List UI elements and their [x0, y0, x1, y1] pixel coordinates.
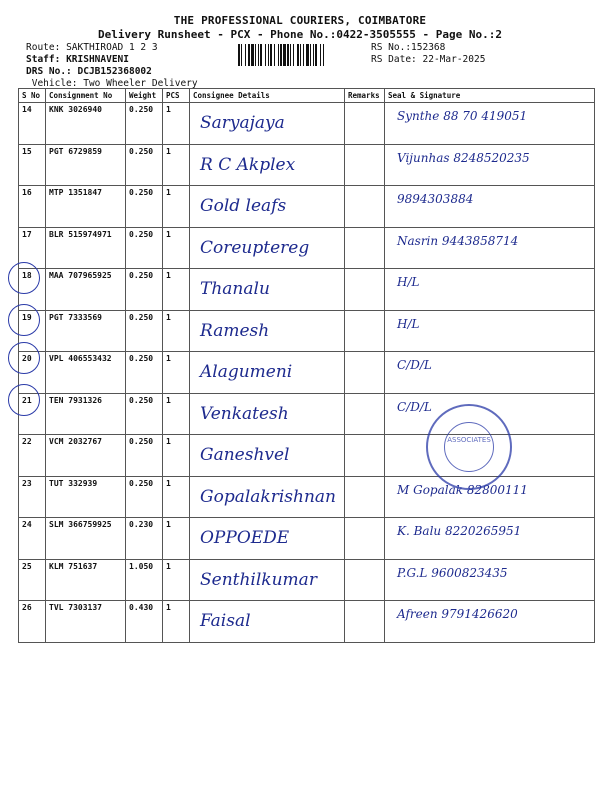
col-consignment: Consignment No — [46, 89, 126, 103]
col-consignee: Consignee Details — [190, 89, 345, 103]
meta-left: Route: SAKTHIROAD 1 2 3 Staff: KRISHNAVENI DRS No.: DCJB152368002 Vehicle: Two Wheeler Delivery — [26, 42, 198, 89]
cell-consignee — [190, 518, 345, 560]
cell-sno: 22 — [19, 435, 46, 477]
cell-sno: 15 — [19, 144, 46, 186]
table-row — [19, 227, 595, 269]
cell-weight: 0.250 — [126, 393, 163, 435]
cell-seal — [385, 144, 595, 186]
cell-consignee — [190, 269, 345, 311]
cell-weight: 0.230 — [126, 518, 163, 560]
cell-weight: 0.250 — [126, 103, 163, 145]
cell-consignee — [190, 103, 345, 145]
cell-sno: 23 — [19, 476, 46, 518]
cell-pcs: 1 — [163, 352, 190, 394]
cell-sno: 20 — [19, 352, 46, 394]
col-weight: Weight — [126, 89, 163, 103]
staff-value: KRISHNAVENI — [66, 54, 129, 65]
cell-seal — [385, 601, 595, 643]
cell-seal — [385, 186, 595, 228]
consignee-handwriting: Ramesh — [200, 320, 270, 341]
consignee-handwriting: R C Akplex — [200, 154, 296, 175]
col-seal: Seal & Signature — [385, 89, 595, 103]
cell-weight: 0.250 — [126, 227, 163, 269]
cell-pcs: 1 — [163, 227, 190, 269]
col-remarks: Remarks — [345, 89, 385, 103]
cell-pcs: 1 — [163, 144, 190, 186]
cell-seal — [385, 310, 595, 352]
cell-weight: 1.050 — [126, 559, 163, 601]
cell-consignee — [190, 186, 345, 228]
cell-pcs: 1 — [163, 518, 190, 560]
cell-pcs: 1 — [163, 559, 190, 601]
signature-handwriting: C/D/L — [397, 358, 432, 372]
cell-remarks — [345, 559, 385, 601]
cell-sno: 17 — [19, 227, 46, 269]
cell-consignment-no: VPL 406553432 — [46, 352, 126, 394]
cell-seal — [385, 103, 595, 145]
signature-handwriting: 9894303884 — [397, 192, 474, 206]
cell-seal — [385, 352, 595, 394]
signature-handwriting: P.G.L 9600823435 — [397, 565, 508, 580]
pen-circle — [8, 384, 40, 416]
col-sno: S No — [19, 89, 46, 103]
cell-consignment-no: SLM 366759925 — [46, 518, 126, 560]
cell-consignee — [190, 559, 345, 601]
table-row — [19, 518, 595, 560]
consignee-handwriting: Senthilkumar — [200, 569, 317, 590]
runsheet-title: Delivery Runsheet - PCX - Phone No.:0422-3505555 - Page No.:2 — [98, 28, 502, 41]
consignee-handwriting: Gopalakrishnan — [200, 486, 336, 507]
cell-seal — [385, 559, 595, 601]
consignee-handwriting: Gold leafs — [200, 196, 287, 216]
meta-right: RS No.:152368 RS Date: 22-Mar-2025 — [371, 42, 486, 65]
cell-weight: 0.430 — [126, 601, 163, 643]
cell-consignment-no: KLM 751637 — [46, 559, 126, 601]
cell-remarks — [345, 476, 385, 518]
cell-consignee — [190, 601, 345, 643]
consignee-handwriting: Alagumeni — [200, 362, 293, 382]
cell-remarks — [345, 310, 385, 352]
cell-weight: 0.250 — [126, 310, 163, 352]
cell-consignee — [190, 393, 345, 435]
consignee-handwriting: Ganeshvel — [200, 445, 290, 465]
cell-weight: 0.250 — [126, 269, 163, 311]
cell-weight: 0.250 — [126, 144, 163, 186]
cell-sno: 25 — [19, 559, 46, 601]
cell-remarks — [345, 518, 385, 560]
cell-pcs: 1 — [163, 310, 190, 352]
signature-handwriting: Synthe 88 70 419051 — [397, 109, 528, 123]
cell-consignment-no: KNK 3026940 — [46, 103, 126, 145]
cell-sno: 21 — [19, 393, 46, 435]
cell-sno: 19 — [19, 310, 46, 352]
col-pcs: PCS — [163, 89, 190, 103]
cell-weight: 0.250 — [126, 476, 163, 518]
cell-pcs: 1 — [163, 103, 190, 145]
cell-consignment-no: PGT 6729859 — [46, 144, 126, 186]
route-value: SAKTHIROAD 1 2 3 — [66, 42, 158, 53]
cell-weight: 0.250 — [126, 435, 163, 477]
table-row — [19, 352, 595, 394]
signature-handwriting: M Gopalak 82800111 — [397, 482, 528, 497]
vehicle-value: Two Wheeler Delivery — [83, 78, 198, 89]
cell-remarks — [345, 352, 385, 394]
table-row — [19, 103, 595, 145]
cell-remarks — [345, 601, 385, 643]
runsheet-table — [18, 88, 595, 643]
cell-sno: 14 — [19, 103, 46, 145]
rs-date-value: 22-Mar-2025 — [422, 54, 486, 65]
cell-seal — [385, 518, 595, 560]
table-row — [19, 144, 595, 186]
cell-pcs: 1 — [163, 476, 190, 518]
cell-remarks — [345, 144, 385, 186]
signature-handwriting: Vijunhas 8248520235 — [397, 150, 530, 165]
cell-sno: 18 — [19, 269, 46, 311]
signature-handwriting: Nasrin 9443858714 — [397, 233, 519, 248]
cell-pcs: 1 — [163, 435, 190, 477]
consignee-handwriting: Venkatesh — [200, 403, 289, 424]
cell-consignment-no: MAA 707965925 — [46, 269, 126, 311]
pen-circle — [8, 262, 40, 294]
table-row — [19, 186, 595, 228]
cell-consignee — [190, 435, 345, 477]
cell-consignee — [190, 310, 345, 352]
signature-handwriting: H/L — [397, 275, 420, 289]
cell-consignment-no: PGT 7333569 — [46, 310, 126, 352]
cell-remarks — [345, 393, 385, 435]
cell-pcs: 1 — [163, 393, 190, 435]
company-title: THE PROFESSIONAL COURIERS, COIMBATORE — [173, 14, 427, 27]
cell-consignee — [190, 227, 345, 269]
pen-circle — [8, 304, 40, 336]
table-header-row — [19, 89, 595, 103]
consignee-handwriting: Coreuptereg — [200, 237, 310, 258]
cell-remarks — [345, 186, 385, 228]
consignee-handwriting: Thanalu — [200, 279, 270, 299]
table-row — [19, 559, 595, 601]
cell-pcs: 1 — [163, 186, 190, 228]
consignee-handwriting: Faisal — [200, 611, 251, 631]
cell-pcs: 1 — [163, 269, 190, 311]
barcode — [238, 44, 366, 66]
cell-consignment-no: TUT 332939 — [46, 476, 126, 518]
signature-handwriting: C/D/L — [397, 399, 432, 414]
consignee-handwriting: OPPOEDE — [200, 528, 290, 548]
cell-consignment-no: TVL 7303137 — [46, 601, 126, 643]
cell-remarks — [345, 227, 385, 269]
cell-seal — [385, 269, 595, 311]
cell-weight: 0.250 — [126, 352, 163, 394]
company-seal-stamp: ASSOCIATES — [426, 404, 512, 490]
table-row — [19, 310, 595, 352]
cell-remarks — [345, 435, 385, 477]
signature-handwriting: H/L — [397, 316, 420, 331]
cell-weight: 0.250 — [126, 186, 163, 228]
cell-consignee — [190, 476, 345, 518]
cell-consignment-no: BLR 515974971 — [46, 227, 126, 269]
signature-handwriting: K. Balu 8220265951 — [397, 524, 522, 538]
cell-seal — [385, 227, 595, 269]
consignee-handwriting: Saryajaya — [200, 113, 285, 133]
cell-consignment-no: VCM 2032767 — [46, 435, 126, 477]
signature-handwriting: Afreen 9791426620 — [397, 607, 518, 621]
cell-sno: 24 — [19, 518, 46, 560]
cell-consignee — [190, 144, 345, 186]
table-row — [19, 601, 595, 643]
table-row — [19, 269, 595, 311]
rs-no-value: 152368 — [411, 42, 446, 53]
cell-remarks — [345, 103, 385, 145]
cell-remarks — [345, 269, 385, 311]
cell-consignee — [190, 352, 345, 394]
cell-sno: 16 — [19, 186, 46, 228]
cell-sno: 26 — [19, 601, 46, 643]
drs-value: DCJB152368002 — [77, 66, 152, 77]
pen-circle — [8, 342, 40, 374]
cell-consignment-no: TEN 7931326 — [46, 393, 126, 435]
cell-consignment-no: MTP 1351847 — [46, 186, 126, 228]
cell-pcs: 1 — [163, 601, 190, 643]
table-row — [19, 476, 595, 518]
